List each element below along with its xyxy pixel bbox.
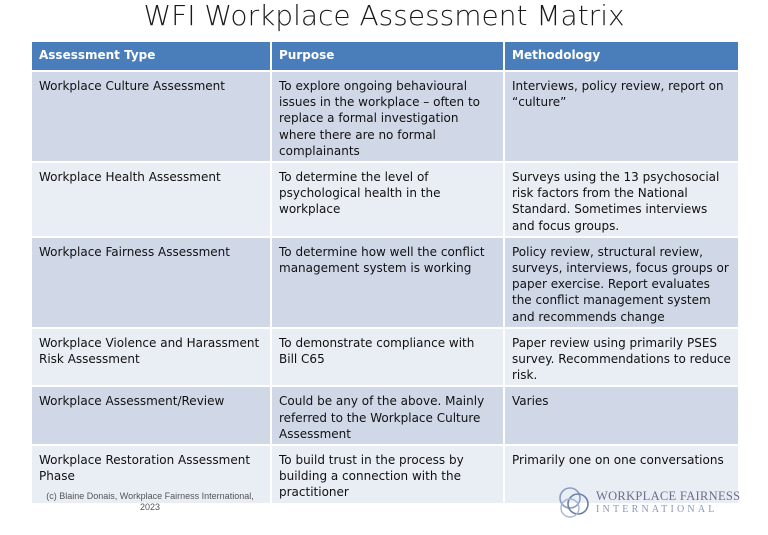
table-row — [32, 386, 738, 445]
interlocking-rings-icon — [556, 480, 596, 524]
cell-methodology: Paper review using primarily PSES survey. Recommendations to reduce risk. — [504, 328, 738, 387]
column-header-assessment-type: Assessment Type — [32, 42, 271, 71]
cell-purpose: To demonstrate compliance with Bill C65 — [271, 328, 504, 387]
cell-assessment-type: Workplace Fairness Assessment — [32, 237, 271, 328]
cell-methodology: Varies — [504, 386, 738, 445]
table-row — [32, 237, 738, 328]
cell-assessment-type: Workplace Assessment/Review — [32, 386, 271, 445]
cell-methodology: Surveys using the 13 psychosocial risk factors from the National Standard. Sometimes interviews and focus groups. — [504, 162, 738, 237]
column-header-methodology: Methodology — [504, 42, 738, 71]
logo-text-line-1: WORKPLACE FAIRNESS — [596, 489, 741, 503]
cell-methodology: Primarily one on one conversations — [504, 445, 738, 504]
cell-methodology: Policy review, structural review, surveys, interviews, focus groups or paper exercise. Report evaluates the conflict management system and recommends change — [504, 237, 738, 328]
wfi-logo — [556, 480, 756, 524]
table-header-row — [32, 42, 738, 71]
assessment-matrix-table — [32, 42, 741, 505]
table-row — [32, 328, 738, 387]
column-header-purpose: Purpose — [271, 42, 504, 71]
logo-text-line-2: INTERNATIONAL — [596, 504, 718, 515]
cell-assessment-type: Workplace Restoration Assessment Phase — [32, 445, 271, 504]
cell-methodology: Interviews, policy review, report on “culture” — [504, 71, 738, 162]
page-title: WFI Workplace Assessment Matrix — [143, 0, 625, 32]
cell-assessment-type: Workplace Violence and Harassment Risk Assessment — [32, 328, 271, 387]
copyright-line-1: (c) Blaine Donais, Workplace Fairness International, — [46, 491, 254, 501]
copyright-line-2: 2023 — [139, 502, 161, 512]
cell-purpose: To explore ongoing behavioural issues in the workplace – often to replace a formal investigation where there are no formal complainants — [271, 71, 504, 162]
cell-assessment-type: Workplace Health Assessment — [32, 162, 271, 237]
copyright-notice — [30, 491, 270, 513]
cell-purpose: To determine the level of psychological health in the workplace — [271, 162, 504, 237]
cell-assessment-type: Workplace Culture Assessment — [32, 71, 271, 162]
cell-purpose: Could be any of the above. Mainly referred to the Workplace Culture Assessment — [271, 386, 504, 445]
table-row — [32, 71, 738, 162]
cell-purpose: To build trust in the process by building a connection with the practitioner — [271, 445, 504, 504]
table-row — [32, 162, 738, 237]
cell-purpose: To determine how well the conflict management system is working — [271, 237, 504, 328]
